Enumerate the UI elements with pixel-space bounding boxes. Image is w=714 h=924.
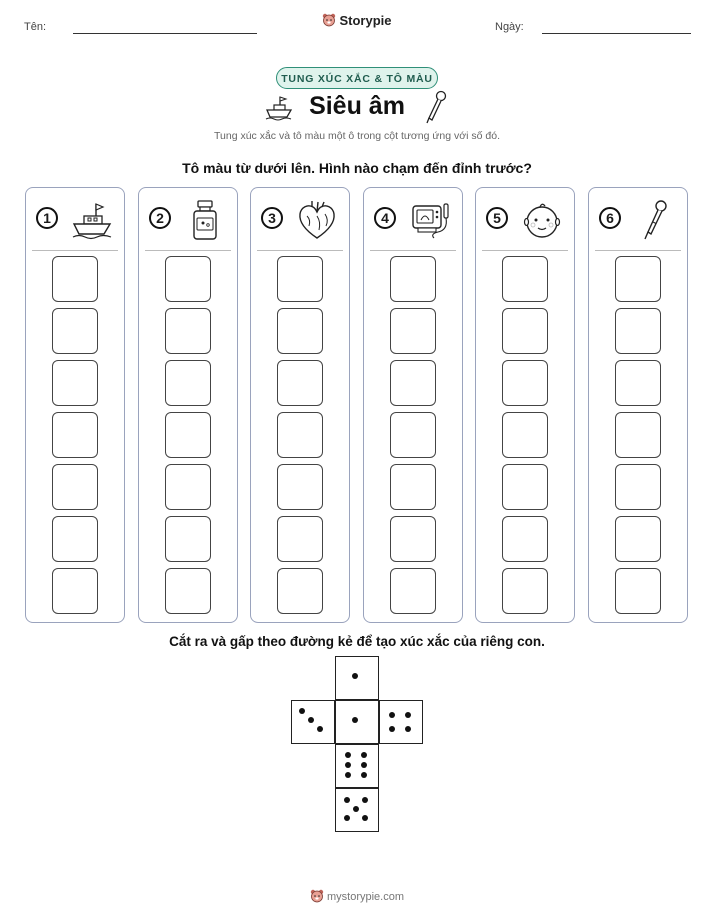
column-number: 2	[149, 207, 171, 229]
column-number: 3	[261, 207, 283, 229]
column-divider	[370, 250, 456, 251]
page-title: Siêu âm	[309, 92, 405, 120]
column-divider	[482, 250, 568, 251]
column-2	[138, 187, 238, 623]
date-label: Ngày:	[495, 21, 524, 33]
baby-face-icon	[520, 198, 564, 242]
pip	[362, 797, 368, 803]
color-cell[interactable]	[502, 308, 548, 354]
ultrasound-probe-icon	[633, 198, 677, 242]
pip	[299, 708, 305, 714]
column-divider	[32, 250, 118, 251]
pip	[353, 806, 359, 812]
pip	[352, 717, 358, 723]
brand-name: Storypie	[339, 13, 392, 28]
bear-icon	[310, 889, 324, 903]
pip	[361, 752, 367, 758]
column-number: 1	[36, 207, 58, 229]
color-cell[interactable]	[390, 464, 436, 510]
dice-face-1	[335, 656, 379, 700]
column-5	[475, 187, 575, 623]
color-cell[interactable]	[390, 412, 436, 458]
color-cell[interactable]	[277, 256, 323, 302]
pip	[345, 752, 351, 758]
color-cell[interactable]	[277, 360, 323, 406]
color-cell[interactable]	[390, 360, 436, 406]
column-divider	[257, 250, 343, 251]
color-cell[interactable]	[615, 568, 661, 614]
instruction: Tô màu từ dưới lên. Hình nào chạm đến đỉnh trước?	[182, 160, 532, 176]
date-line	[542, 33, 691, 34]
color-cell[interactable]	[52, 256, 98, 302]
footer	[0, 889, 714, 903]
subtitle: Tung xúc xắc và tô màu một ô trong cột tương ứng với số đó.	[214, 130, 500, 142]
color-cell[interactable]	[52, 568, 98, 614]
activity-badge: TUNG XÚC XẮC & TÔ MÀU	[276, 67, 438, 89]
color-cell[interactable]	[502, 516, 548, 562]
footer-url[interactable]: mystorypie.com	[326, 891, 405, 903]
color-cell[interactable]	[52, 412, 98, 458]
dice-face-1-center	[335, 700, 379, 744]
color-cell[interactable]	[277, 568, 323, 614]
dice-face-5	[335, 788, 379, 832]
color-cell[interactable]	[277, 412, 323, 458]
color-cell[interactable]	[165, 360, 211, 406]
column-3	[250, 187, 350, 623]
pip	[405, 726, 411, 732]
column-number: 5	[486, 207, 508, 229]
gel-bottle-icon	[183, 198, 227, 242]
color-cell[interactable]	[390, 256, 436, 302]
name-line	[73, 33, 257, 34]
color-cell[interactable]	[390, 308, 436, 354]
color-cell[interactable]	[277, 464, 323, 510]
pip	[308, 717, 314, 723]
pip	[389, 712, 395, 718]
ultrasound-machine-icon	[408, 198, 452, 242]
dice-face-3	[291, 700, 335, 744]
boat-icon	[70, 198, 114, 242]
color-cell[interactable]	[165, 308, 211, 354]
color-cell[interactable]	[165, 256, 211, 302]
pip	[345, 762, 351, 768]
color-cell[interactable]	[52, 308, 98, 354]
dice-face-4	[379, 700, 423, 744]
color-cell[interactable]	[52, 464, 98, 510]
heart-icon	[295, 198, 339, 242]
column-4	[363, 187, 463, 623]
column-divider	[595, 250, 681, 251]
color-cell[interactable]	[165, 568, 211, 614]
pip	[389, 726, 395, 732]
pip	[362, 815, 368, 821]
color-cell[interactable]	[52, 516, 98, 562]
color-cell[interactable]	[165, 412, 211, 458]
pip	[352, 673, 358, 679]
column-1	[25, 187, 125, 623]
pip	[361, 772, 367, 778]
color-cell[interactable]	[615, 256, 661, 302]
color-cell[interactable]	[165, 516, 211, 562]
color-cell[interactable]	[165, 464, 211, 510]
color-cell[interactable]	[502, 256, 548, 302]
color-cell[interactable]	[502, 360, 548, 406]
name-label: Tên:	[24, 21, 47, 33]
dice-face-6	[335, 744, 379, 788]
color-cell[interactable]	[277, 516, 323, 562]
cut-instruction: Cắt ra và gấp theo đường kẻ để tạo xúc xắc của riêng con.	[169, 634, 545, 649]
pip	[361, 762, 367, 768]
color-cell[interactable]	[390, 516, 436, 562]
column-number: 4	[374, 207, 396, 229]
bear-icon	[322, 13, 336, 27]
brand-logo	[0, 13, 714, 28]
pip	[405, 712, 411, 718]
color-cell[interactable]	[390, 568, 436, 614]
pip	[344, 815, 350, 821]
color-cell[interactable]	[502, 568, 548, 614]
color-cell[interactable]	[615, 360, 661, 406]
pip	[344, 797, 350, 803]
color-cell[interactable]	[502, 464, 548, 510]
color-cell[interactable]	[615, 464, 661, 510]
color-cell[interactable]	[615, 412, 661, 458]
color-cell[interactable]	[277, 308, 323, 354]
column-divider	[145, 250, 231, 251]
color-cell[interactable]	[52, 360, 98, 406]
color-cell[interactable]	[615, 516, 661, 562]
column-number: 6	[599, 207, 621, 229]
column-6	[588, 187, 688, 623]
pip	[345, 772, 351, 778]
color-cell[interactable]	[615, 308, 661, 354]
title-probe-icon	[422, 90, 448, 124]
color-cell[interactable]	[502, 412, 548, 458]
pip	[317, 726, 323, 732]
